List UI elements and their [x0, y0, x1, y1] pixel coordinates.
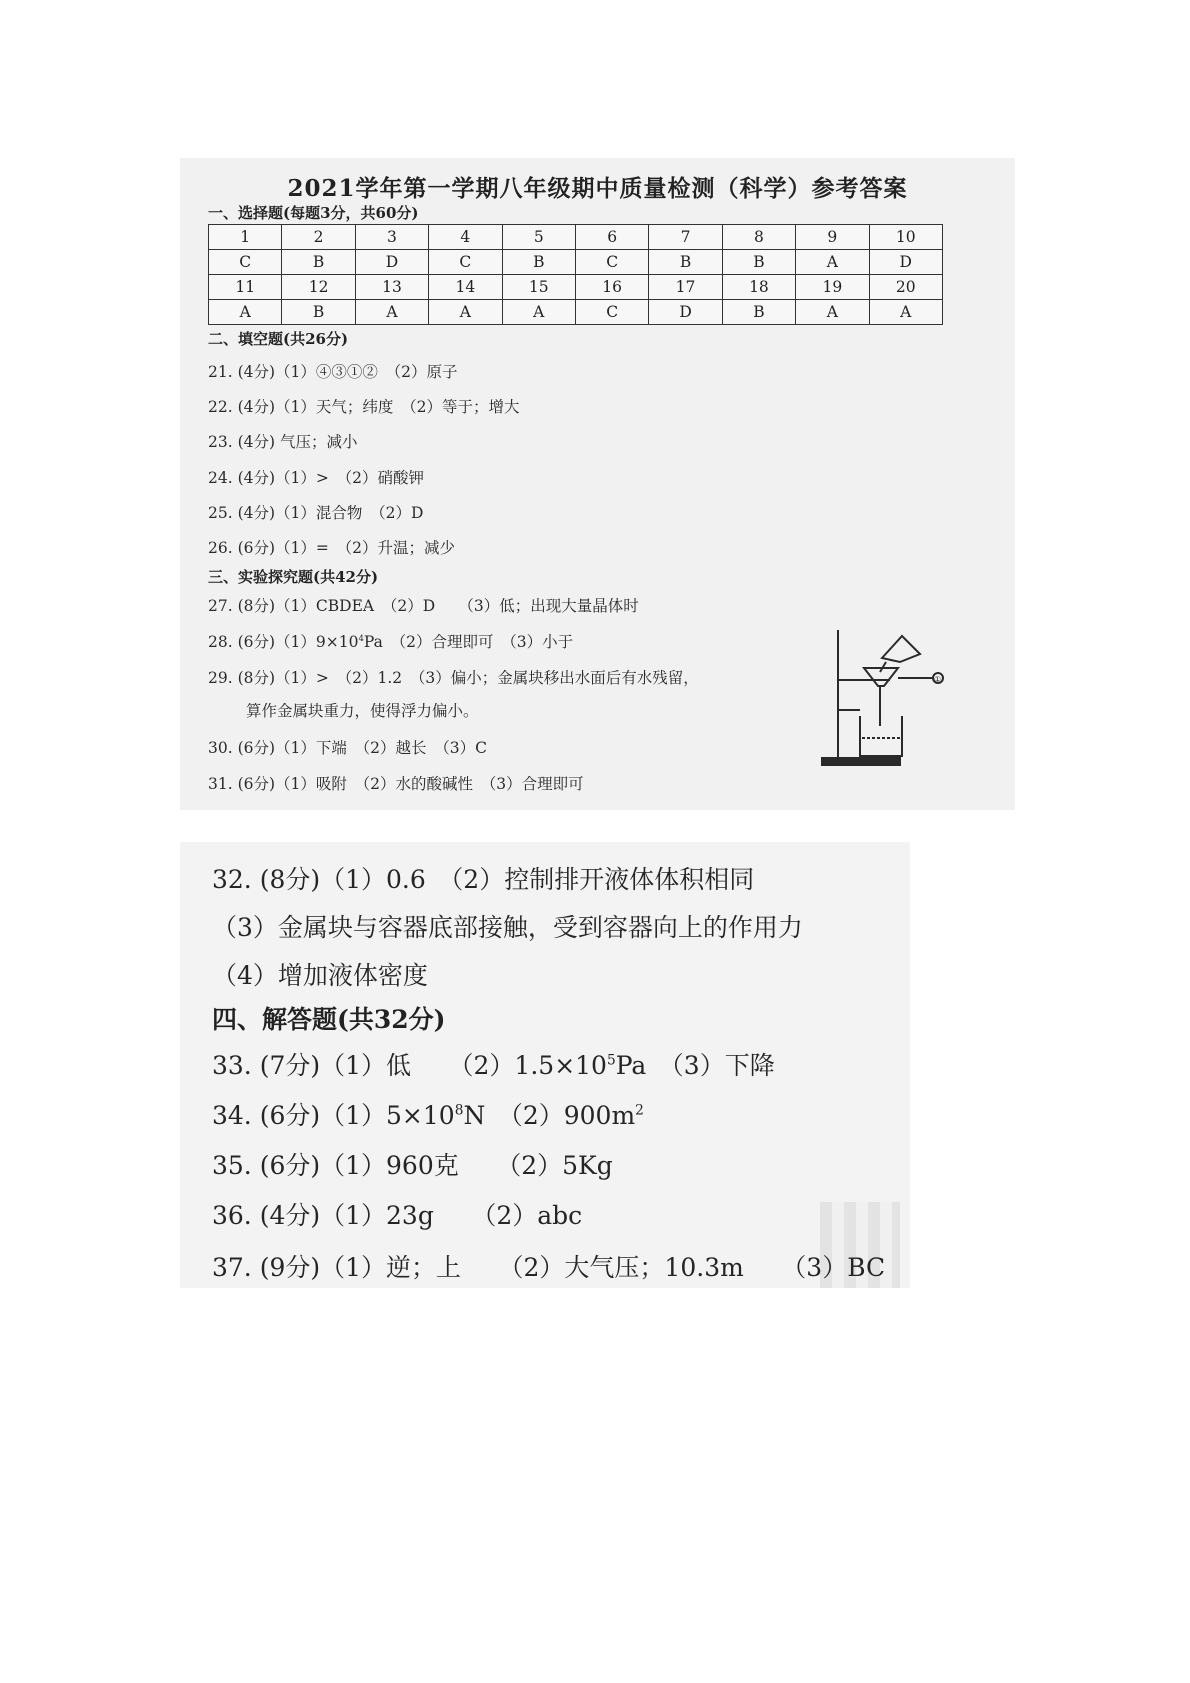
table-cell: 20: [869, 275, 942, 300]
table-cell: C: [575, 300, 648, 325]
table-cell: A: [355, 300, 428, 325]
answer-q35: 35. (6分)（1）960克 （2）5Kg: [212, 1151, 613, 1180]
answer-q22: 22. (4分)（1）天气；纬度 （2）等于；增大: [208, 398, 520, 416]
table-cell: 1: [209, 225, 282, 250]
table-cell: A: [209, 300, 282, 325]
answer-q34-part: N （2）900m: [463, 1101, 636, 1130]
table-cell: 15: [502, 275, 575, 300]
answer-q24: 24. (4分)（1）> （2）硝酸钾: [208, 469, 424, 487]
table-cell: A: [502, 300, 575, 325]
table-cell: A: [429, 300, 502, 325]
table-cell: 3: [355, 225, 428, 250]
answer-q34: [212, 1096, 644, 1132]
table-cell: 11: [209, 275, 282, 300]
diagram-label-1: ①: [934, 675, 942, 684]
answer-q32-line3: （4）增加液体密度: [212, 961, 428, 990]
table-cell: 10: [869, 225, 942, 250]
answer-q33-exponent: 5: [606, 1052, 616, 1069]
answer-q32-line2: （3）金属块与容器底部接触，受到容器向上的作用力: [212, 913, 803, 942]
filtration-apparatus-diagram: [820, 628, 950, 768]
table-cell: A: [796, 250, 869, 275]
table-cell: B: [282, 300, 355, 325]
table-cell: B: [722, 300, 795, 325]
answer-q21: 21. (4分)（1）④③①② （2）原子: [208, 363, 458, 381]
answer-sheet-scan-bottom: [180, 842, 910, 1288]
answer-q29-line2: 算作金属块重力，使得浮力偏小。: [246, 702, 479, 720]
section-fill-in-heading: 二、填空题(共26分): [208, 330, 349, 348]
answer-q33: [212, 1046, 775, 1082]
answer-q28-exponent: 4: [358, 633, 364, 644]
table-cell: 7: [649, 225, 722, 250]
table-cell: 12: [282, 275, 355, 300]
table-cell: B: [502, 250, 575, 275]
table-cell: 5: [502, 225, 575, 250]
answer-q36: 36. (4分)（1）23g （2）abc: [212, 1201, 583, 1230]
answer-q28: [208, 630, 573, 652]
table-cell: 9: [796, 225, 869, 250]
answer-q34-exponent: 8: [454, 1102, 464, 1119]
answer-q37: 37. (9分)（1）逆；上 （2）大气压；10.3m （3）BC: [212, 1253, 886, 1282]
table-cell: 6: [575, 225, 648, 250]
answer-q33-part: Pa （3）下降: [615, 1051, 775, 1080]
table-cell: 16: [575, 275, 648, 300]
table-cell: A: [869, 300, 942, 325]
table-cell: 17: [649, 275, 722, 300]
table-cell: B: [649, 250, 722, 275]
answer-q34-part: 34. (6分)（1）5×10: [212, 1101, 455, 1130]
table-cell: 2: [282, 225, 355, 250]
answer-q30: 30. (6分)（1）下端 （2）越长 （3）C: [208, 739, 487, 757]
section-multiple-choice-heading: 一、选择题(每题3分，共60分): [208, 204, 419, 222]
answer-sheet-scan-top: [180, 158, 1015, 810]
answer-q25: 25. (4分)（1）混合物 （2）D: [208, 504, 424, 522]
section-solution-heading: 四、解答题(共32分): [212, 1005, 446, 1034]
answer-q34-exponent: 2: [635, 1102, 644, 1119]
table-cell: A: [796, 300, 869, 325]
answer-q32-line1: 32. (8分)（1）0.6 （2）控制排开液体体积相同: [212, 865, 755, 894]
answer-q27: 27. (8分)（1）CBDEA （2）D （3）低；出现大量晶体时: [208, 597, 639, 615]
answer-q26: 26. (6分)（1）= （2）升温；减少: [208, 539, 455, 557]
answer-q31: 31. (6分)（1）吸附 （2）水的酸碱性 （3）合理即可: [208, 775, 584, 793]
table-row: [209, 250, 943, 275]
table-cell: 14: [429, 275, 502, 300]
answer-q28-part: Pa （2）合理即可 （3）小于: [363, 633, 574, 651]
table-cell: C: [575, 250, 648, 275]
section-experiment-heading: 三、实验探究题(共42分): [208, 568, 379, 586]
table-row: [209, 225, 943, 250]
table-cell: D: [649, 300, 722, 325]
table-cell: 19: [796, 275, 869, 300]
answer-q29-line1: 29. (8分)（1）> （2）1.2 （3）偏小；金属块移出水面后有水残留，: [208, 669, 699, 687]
answer-q33-part: 33. (7分)（1）低 （2）1.5×10: [212, 1051, 607, 1080]
table-cell: C: [209, 250, 282, 275]
table-cell: D: [355, 250, 428, 275]
answer-q23: 23. (4分) 气压；减小: [208, 433, 358, 451]
page-title: 2021学年第一学期八年级期中质量检测（科学）参考答案: [287, 175, 908, 202]
table-cell: 8: [722, 225, 795, 250]
table-cell: 18: [722, 275, 795, 300]
table-cell: 4: [429, 225, 502, 250]
table-row: [209, 275, 943, 300]
table-cell: B: [722, 250, 795, 275]
table-row: [209, 300, 943, 325]
table-cell: 13: [355, 275, 428, 300]
table-cell: D: [869, 250, 942, 275]
table-cell: C: [429, 250, 502, 275]
multiple-choice-answer-table: [208, 224, 943, 325]
table-cell: B: [282, 250, 355, 275]
answer-q28-part: 28. (6分)（1）9×10: [208, 633, 359, 651]
